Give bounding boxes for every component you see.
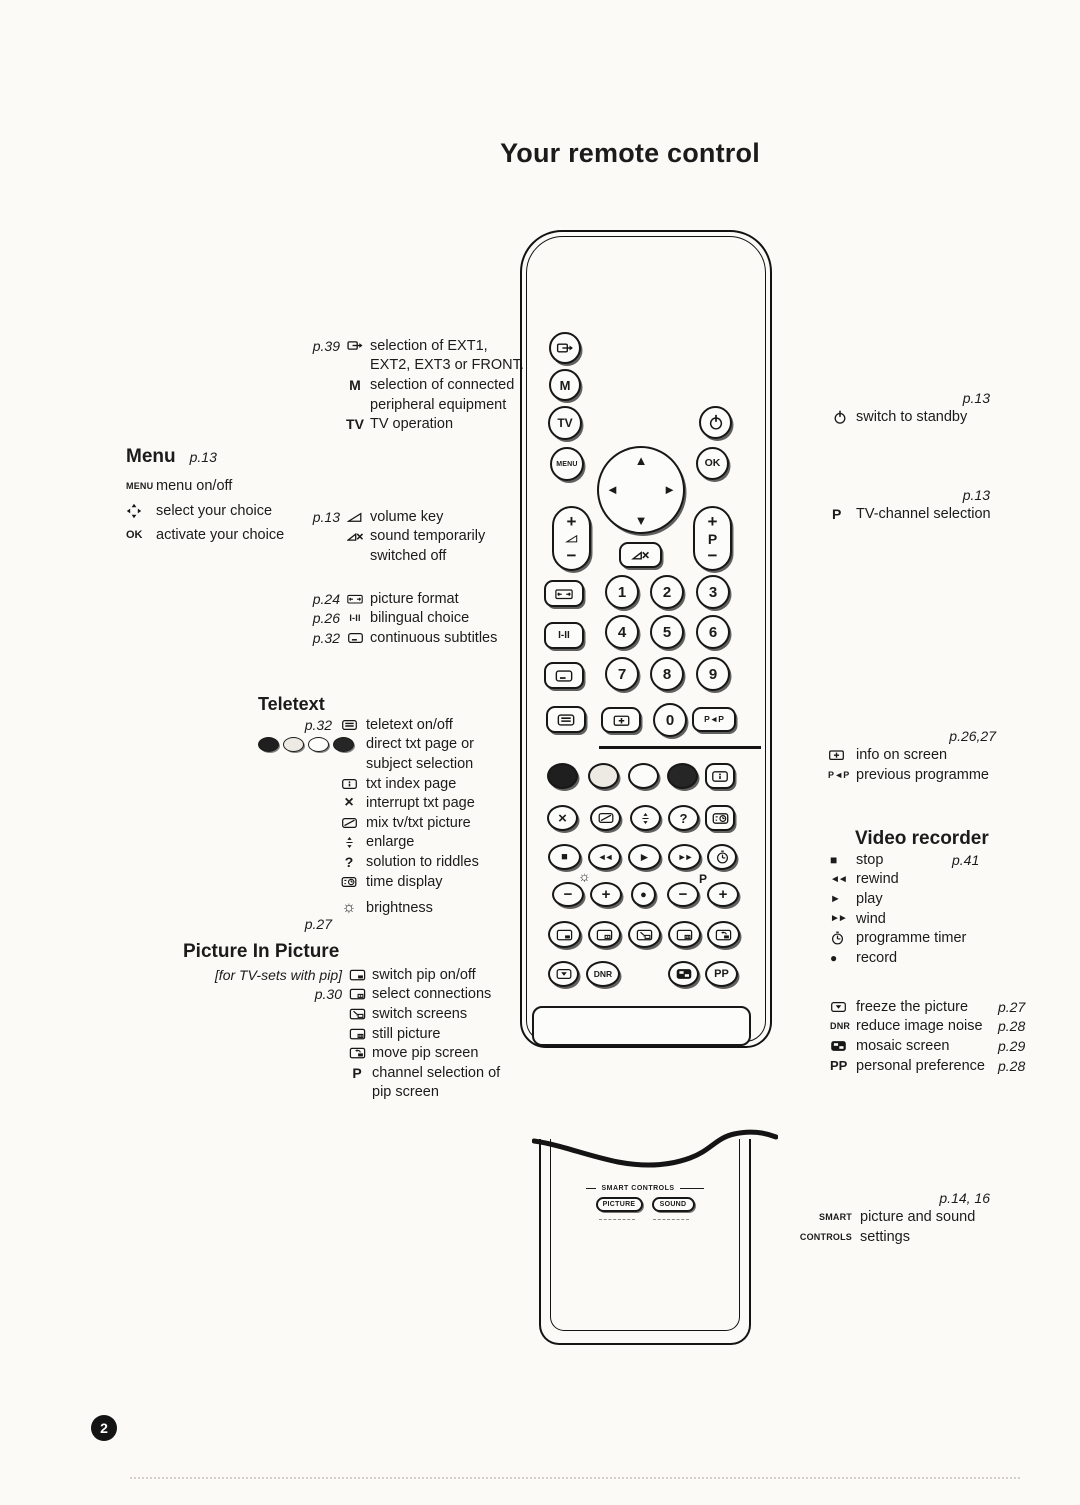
pip-programme-down-button[interactable]: −: [667, 882, 699, 907]
page-ref: p.26: [312, 610, 340, 627]
annotation-row: p.39 selection of EXT1,: [312, 337, 488, 354]
index-button[interactable]: [705, 763, 735, 789]
digit-5-button[interactable]: 5: [650, 615, 684, 649]
index-icon: [341, 776, 358, 792]
annotation-row: [832, 485, 990, 505]
controls-key-label: CONTROLS: [799, 1231, 852, 1242]
annotation-row: MENU menu on/off: [126, 477, 233, 494]
digit-2-button[interactable]: 2: [650, 575, 684, 609]
annotation-row: mix tv/txt picture: [258, 813, 479, 833]
annotation-row: P◄P previous programme: [828, 766, 989, 783]
pip-still-icon: [675, 927, 694, 943]
pip-move-button[interactable]: [707, 921, 740, 948]
ok-button[interactable]: OK: [696, 447, 729, 480]
programme-up-button[interactable]: +: [707, 512, 718, 531]
annotation-row: PP personal preference p.28: [830, 1057, 1026, 1074]
annotation-row: CONTROLS settings: [799, 1228, 910, 1245]
pip-onoff-button[interactable]: [548, 921, 581, 948]
pip-move-icon: [714, 927, 733, 943]
page-ref: p.26,27: [949, 727, 996, 744]
teletext-section-title: Teletext: [258, 694, 325, 714]
annotation-ext-selection: [294, 336, 524, 434]
freeze-icon: [830, 999, 847, 1015]
play-icon: ►: [830, 892, 841, 905]
tv-key-label: TV: [346, 416, 364, 433]
freeze-icon: [555, 966, 573, 982]
digit-8-button[interactable]: 8: [650, 657, 684, 691]
timer-button[interactable]: [707, 844, 737, 870]
page-ref: p.29: [998, 1037, 1026, 1054]
page-ref: p.28: [998, 1057, 1026, 1074]
annotation-row: p.32 continuous subtitles: [312, 629, 498, 646]
blue-colour-key[interactable]: [667, 763, 698, 789]
annotation-row: info on screen: [828, 746, 996, 766]
pip-still-icon: [348, 1026, 367, 1042]
stop-icon: ■: [561, 851, 568, 863]
digit-6-button[interactable]: 6: [696, 615, 730, 649]
brightness-icon: ☼: [578, 868, 591, 884]
page-ref: p.30: [314, 986, 342, 1003]
picture-format-button[interactable]: [544, 580, 584, 607]
annotation-row: ☼ brightness: [341, 899, 433, 917]
annotation-row: switch screens: [180, 1004, 500, 1024]
stop-icon: ■: [830, 852, 838, 867]
digit-1-button[interactable]: 1: [605, 575, 639, 609]
smart-picture-button[interactable]: PICTURE: [596, 1197, 643, 1212]
mosaic-icon: [675, 966, 693, 982]
red-colour-key[interactable]: [547, 763, 578, 789]
record-icon: ●: [640, 888, 647, 901]
annotation-smart: [798, 1188, 990, 1247]
enlarge-icon: [639, 811, 652, 826]
annotation-row: subject selection: [366, 755, 474, 772]
annotation-row: SMART picture and sound: [819, 1209, 976, 1226]
annotation-row: peripheral equipment: [370, 396, 507, 413]
annotation-row: M selection of connected: [349, 376, 515, 393]
volume-icon: [347, 509, 363, 525]
annotation-row: programme timer: [830, 928, 989, 948]
digit-3-button[interactable]: 3: [696, 575, 730, 609]
dpad[interactable]: [597, 446, 685, 534]
annotation-row: move pip screen: [180, 1043, 500, 1063]
dash-line: [680, 1188, 704, 1190]
scan-noise-line: [130, 1477, 1020, 1479]
volume-icon: [565, 532, 579, 545]
bilingual-button[interactable]: I-II: [544, 622, 584, 649]
page-ref: p.28: [998, 1018, 1026, 1035]
annotation-row: p.13 volume key: [312, 508, 444, 525]
page-ref: p.13: [962, 389, 990, 406]
annotation-row: time display: [258, 872, 479, 892]
rewind-icon: ◄◄: [597, 852, 612, 862]
bilingual-key-label: I-II: [349, 613, 361, 624]
annotation-row: pip screen: [372, 1084, 439, 1101]
annotation-row: ? solution to riddles: [344, 853, 479, 870]
annotation-row: [798, 1188, 990, 1208]
record-button[interactable]: [631, 882, 656, 907]
info-button[interactable]: [601, 707, 641, 733]
annotation-row: direct txt page or: [258, 735, 479, 755]
interrupt-button[interactable]: ×: [547, 805, 578, 831]
annotation-row: switch to standby: [832, 408, 990, 428]
mute-icon: [631, 546, 651, 564]
rewind-button[interactable]: [588, 844, 621, 870]
mosaic-button[interactable]: [668, 961, 699, 987]
picture-format-icon: [552, 585, 576, 603]
time-icon: [340, 874, 358, 890]
volume-down-button[interactable]: −: [566, 546, 577, 565]
annotation-row: ■ stop p.41: [830, 850, 989, 870]
pip-connections-icon: [348, 986, 367, 1002]
menu-button[interactable]: MENU: [550, 447, 584, 481]
pip-screens-button[interactable]: [628, 921, 661, 948]
flap-wave-edge: [532, 1125, 778, 1175]
page-ref: p.32: [312, 629, 340, 646]
page-number-badge: 2: [91, 1415, 117, 1441]
mix-icon: [597, 810, 615, 826]
enlarge-button[interactable]: [630, 805, 661, 831]
pip-connections-button[interactable]: [588, 921, 621, 948]
colour-keys-icon: [258, 737, 366, 752]
pip-onoff-icon: [555, 927, 574, 943]
pip-section-title: Picture In Picture: [183, 941, 340, 962]
annotation-row: EXT2, EXT3 or FRONT.: [370, 357, 524, 374]
rewind-icon: ◄◄: [830, 873, 846, 885]
blue-key-icon: [333, 737, 354, 752]
pip-move-icon: [348, 1045, 367, 1061]
annotation-row: P channel selection of: [352, 1064, 501, 1081]
pip-p-label: P: [699, 872, 708, 886]
mix-icon: [341, 815, 358, 831]
brightness-up-button[interactable]: +: [590, 882, 622, 907]
annotation-row: DNR reduce image noise p.28: [830, 1018, 1026, 1035]
freeze-button[interactable]: [548, 961, 579, 987]
m-button[interactable]: M: [549, 369, 581, 401]
dnr-button[interactable]: DNR: [586, 961, 620, 987]
subtitles-icon: [554, 667, 574, 685]
programme-rocker[interactable]: [693, 506, 732, 571]
page-ref: p.41: [952, 851, 980, 868]
annotation-row: p.26 I-II bilingual choice: [312, 610, 470, 627]
stop-button[interactable]: [548, 844, 581, 870]
annotation-row: OK activate your choice: [126, 526, 285, 543]
play-icon: ►: [638, 850, 651, 864]
red-key-icon: [258, 737, 279, 752]
divider-line: [599, 746, 761, 749]
mute-icon: [347, 528, 364, 545]
digit-4-button[interactable]: 4: [605, 615, 639, 649]
brightness-icon: ☼: [341, 899, 357, 917]
yellow-key-icon: [308, 737, 329, 752]
dash-line: [599, 1219, 635, 1220]
annotation-standby: [832, 388, 990, 427]
timer-icon: [715, 849, 730, 865]
ext-select-icon: [347, 337, 364, 354]
page-ref: p.13: [189, 449, 217, 465]
page-ref: p.24: [312, 590, 340, 607]
tv-button[interactable]: TV: [548, 406, 582, 440]
green-colour-key[interactable]: [588, 763, 619, 789]
annotation-extras: [830, 997, 1025, 1075]
yellow-colour-key[interactable]: [628, 763, 659, 789]
dash-line: [586, 1188, 596, 1190]
vcr-section-title: Video recorder: [855, 828, 989, 849]
standby-icon: [832, 409, 848, 426]
smart-controls-label-row: [541, 1185, 749, 1192]
annotation-row: select your choice: [126, 502, 284, 522]
dpad-down-icon[interactable]: ▼: [634, 513, 648, 528]
subtitles-button[interactable]: [544, 662, 584, 689]
annotation-row: ● record: [830, 949, 898, 966]
annotation-row: still picture: [180, 1024, 500, 1044]
annotation-info: [828, 726, 996, 785]
smart-controls-buttons-row: [541, 1197, 749, 1212]
standby-button[interactable]: [699, 406, 732, 439]
page-title: Your remote control: [500, 138, 760, 168]
remote-flap: [535, 1125, 775, 1353]
menu-section-title: Menu: [126, 446, 176, 467]
page-ref: p.27: [998, 998, 1026, 1015]
annotation-row: ►► wind: [830, 910, 886, 927]
m-key-label: M: [349, 376, 361, 393]
annotation-row: enlarge: [258, 833, 479, 853]
riddle-icon: ?: [344, 853, 354, 870]
wind-button[interactable]: [668, 844, 701, 870]
wind-icon: ►►: [677, 852, 692, 862]
previous-programme-button[interactable]: P◄P: [692, 707, 736, 732]
pip-connections-icon: [595, 927, 614, 943]
teletext-icon: [556, 711, 576, 729]
pip-screens-icon: [348, 1006, 367, 1022]
annotation-menu: [126, 446, 284, 545]
annotation-row: P TV-channel selection: [832, 506, 991, 523]
dpad-icon: [126, 503, 142, 519]
annotation-row: [828, 726, 996, 746]
annotation-row: ◄◄ rewind: [830, 871, 899, 888]
previous-programme-key-label: P◄P: [828, 769, 850, 780]
page-ref: p.32: [304, 716, 332, 733]
pp-key-label: PP: [830, 1058, 848, 1074]
subtitles-icon: [347, 630, 364, 646]
menu-key-label: MENU: [126, 480, 154, 491]
picture-format-icon: [346, 591, 364, 607]
mix-button[interactable]: [590, 805, 621, 831]
smart-controls-label: SMART CONTROLS: [601, 1185, 675, 1192]
pip-screens-icon: [635, 927, 654, 943]
annotation-teletext: [258, 694, 479, 934]
dpad-up-icon[interactable]: ▲: [634, 453, 648, 468]
pp-button[interactable]: PP: [705, 961, 738, 987]
pip-programme-up-button[interactable]: +: [707, 882, 739, 907]
dnr-key-label: DNR: [830, 1021, 851, 1032]
annotation-row: ► play: [830, 890, 883, 907]
annotation-vcr: [830, 828, 989, 968]
page-ref: p.13: [962, 486, 990, 503]
pip-onoff-icon: [348, 967, 367, 983]
annotation-row: p.32 teletext on/off: [304, 716, 453, 733]
info-icon: [612, 712, 631, 729]
interrupt-icon: ×: [344, 794, 354, 812]
annotation-row: p.30 select connections: [314, 986, 492, 1003]
p-label: P: [707, 530, 718, 547]
annotation-channel: [832, 485, 990, 524]
timer-icon: [830, 930, 845, 946]
enlarge-icon: [343, 835, 356, 850]
annotation-row: mosaic screen p.29: [830, 1036, 1025, 1056]
wind-icon: ►►: [830, 913, 846, 925]
cover-panel: [532, 1006, 751, 1046]
annotation-row: TV TV operation: [346, 416, 454, 433]
dpad-left-icon[interactable]: ◄: [606, 481, 619, 497]
brightness-down-button[interactable]: −: [552, 882, 584, 907]
digit-7-button[interactable]: 7: [605, 657, 639, 691]
p-key-label: P: [352, 1064, 362, 1081]
page-ref: p.27: [304, 915, 332, 932]
mute-button[interactable]: [619, 542, 662, 568]
volume-up-button[interactable]: +: [566, 512, 577, 531]
annotation-row: [832, 388, 990, 408]
page-ref: p.13: [312, 508, 340, 525]
programme-down-button[interactable]: −: [707, 546, 718, 565]
dpad-right-icon[interactable]: ►: [663, 481, 676, 497]
teletext-button[interactable]: [546, 706, 586, 733]
green-key-icon: [283, 737, 304, 752]
p-key-label: P: [832, 506, 842, 523]
ext-select-button[interactable]: [549, 332, 581, 364]
annotation-row: sound temporarily: [294, 527, 485, 547]
annotation-format-group: [294, 589, 497, 648]
annotation-row: × interrupt txt page: [344, 794, 475, 812]
info-icon: [828, 747, 845, 763]
time-icon: [711, 810, 730, 827]
standby-icon: [707, 413, 725, 432]
annotation-row: p.24 picture format: [312, 590, 459, 607]
page-ref: p.39: [312, 337, 340, 354]
annotation-volume: [294, 507, 485, 566]
remote-body: [520, 230, 772, 1048]
annotation-row: [258, 914, 479, 934]
index-icon: [711, 768, 729, 785]
annotation-row: freeze the picture p.27: [830, 997, 1025, 1017]
ext-select-icon: [556, 339, 575, 357]
play-button[interactable]: [628, 844, 661, 870]
riddle-button[interactable]: ?: [668, 805, 699, 831]
smart-key-label: SMART: [819, 1212, 852, 1223]
annotation-row: [for TV-sets with pip] switch pip on/off: [214, 966, 476, 983]
time-button[interactable]: [705, 805, 735, 831]
ok-key-label: OK: [126, 528, 143, 541]
record-icon: ●: [830, 950, 838, 965]
mosaic-icon: [830, 1038, 847, 1054]
annotation-row: switched off: [370, 547, 447, 564]
page-ref: p.14, 16: [939, 1189, 990, 1206]
teletext-icon: [341, 717, 358, 733]
pip-note: [for TV-sets with pip]: [214, 966, 342, 983]
pip-still-button[interactable]: [668, 921, 701, 948]
annotation-pip: [180, 941, 500, 1102]
digit-0-button[interactable]: 0: [653, 703, 687, 737]
annotation-row: txt index page: [258, 774, 479, 794]
dash-line: [653, 1219, 689, 1220]
volume-rocker[interactable]: [552, 506, 591, 571]
digit-9-button[interactable]: 9: [696, 657, 730, 691]
smart-sound-button[interactable]: SOUND: [652, 1197, 695, 1212]
